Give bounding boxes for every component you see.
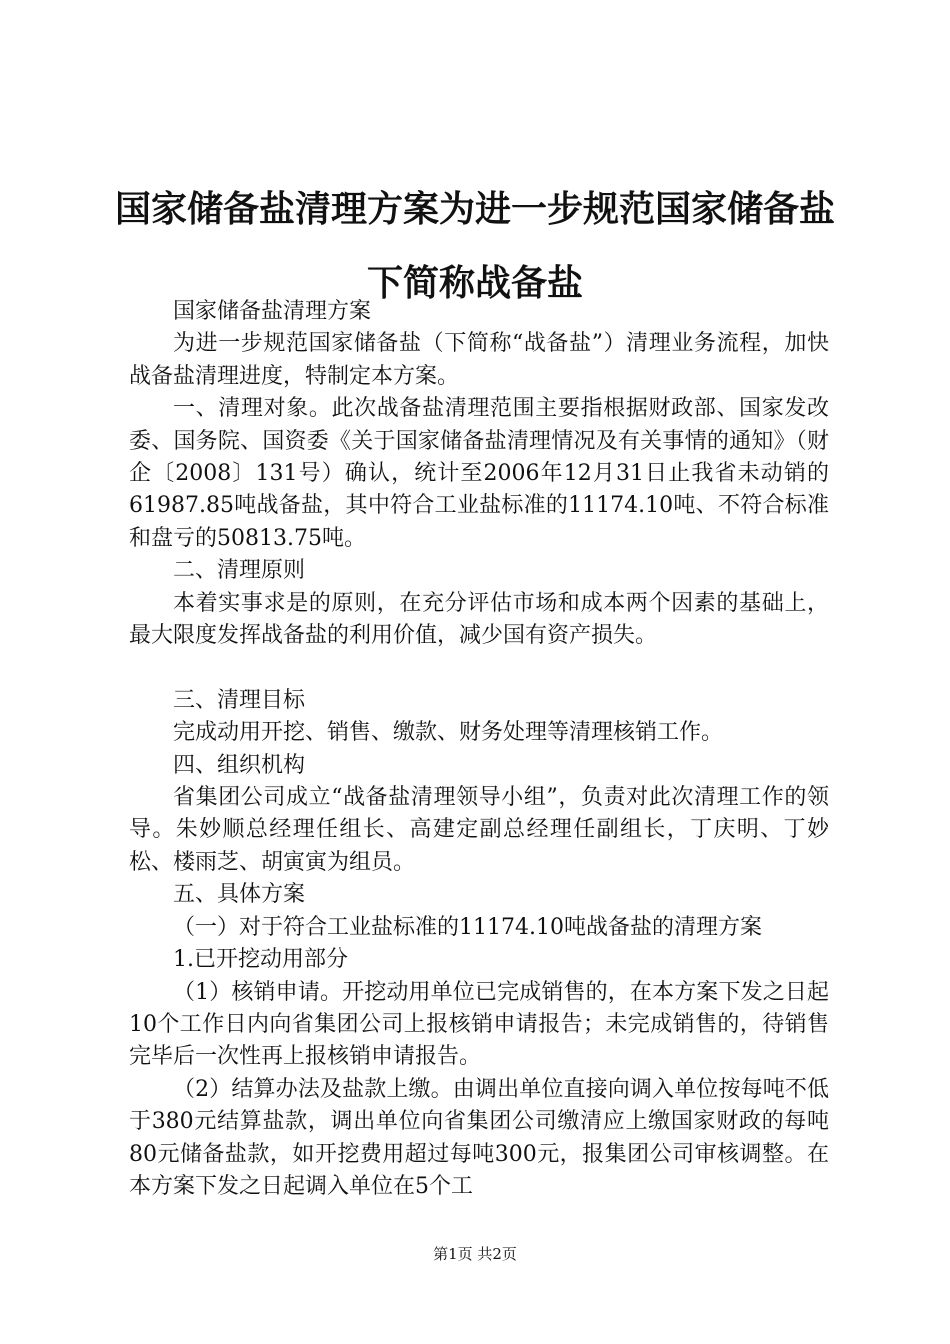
paragraph: 省集团公司成立“战备盐清理领导小组”，负责对此次清理工作的领导。朱妙顺总经理任组长、高建定副总经理任副组长，丁庆明、丁妙松、楼雨芝、胡寅寅为组员。 bbox=[129, 785, 829, 875]
paragraph: 1.已开挖动用部分 bbox=[173, 947, 348, 973]
paragraph: 二、清理原则 bbox=[173, 558, 306, 584]
page-footer: 第1页 共2页 bbox=[433, 1245, 517, 1263]
document-body bbox=[129, 296, 829, 1203]
paragraph: 本着实事求是的原则，在充分评估市场和成本两个因素的基础上，最大限度发挥战备盐的利用价值，减少国有资产损失。 bbox=[129, 590, 829, 649]
paragraph: （1）核销申请。开挖动用单位已完成销售的，在本方案下发之日起10个工作日内向省集团公司上报核销申请报告；未完成销售的，待销售完毕后一次性再上报核销申请报告。 bbox=[129, 979, 829, 1070]
document-title: 国家储备盐清理方案为进一步规范国家储备盐下简称战备盐 bbox=[114, 189, 835, 304]
paragraph: 一、清理对象。此次战备盐清理范围主要指根据财政部、国家发改委、国务院、国资委《关于国家储备盐清理情况及有关事情的通知》（财企〔2008〕131号）确认，统计至2006年12月31日止我省未动销的61987.85吨战备盐，其中符合工业盐标准的11174.10吨、不符合标准和盘亏的50813.75吨。 bbox=[129, 396, 829, 551]
blank-line bbox=[129, 652, 829, 684]
paragraph: 为进一步规范国家储备盐（下简称“战备盐”）清理业务流程，加快战备盐清理进度，特制定本方案。 bbox=[129, 331, 829, 389]
paragraph: 四、组织机构 bbox=[173, 752, 306, 778]
paragraph: （一）对于符合工业盐标准的11174.10吨战备盐的清理方案 bbox=[173, 914, 762, 940]
paragraph: 五、具体方案 bbox=[173, 882, 306, 908]
paragraph: （2）结算办法及盐款上缴。由调出单位直接向调入单位按每吨不低于380元结算盐款，调出单位向省集团公司缴清应上缴国家财政的每吨80元储备盐款，如开挖费用超过每吨300元，报集团公司审核调整。在本方案下发之日起调入单位在5个工 bbox=[129, 1076, 829, 1199]
paragraph: 国家储备盐清理方案 bbox=[173, 299, 372, 324]
paragraph: 三、清理目标 bbox=[173, 687, 306, 713]
paragraph: 完成动用开挖、销售、缴款、财务处理等清理核销工作。 bbox=[173, 720, 724, 746]
